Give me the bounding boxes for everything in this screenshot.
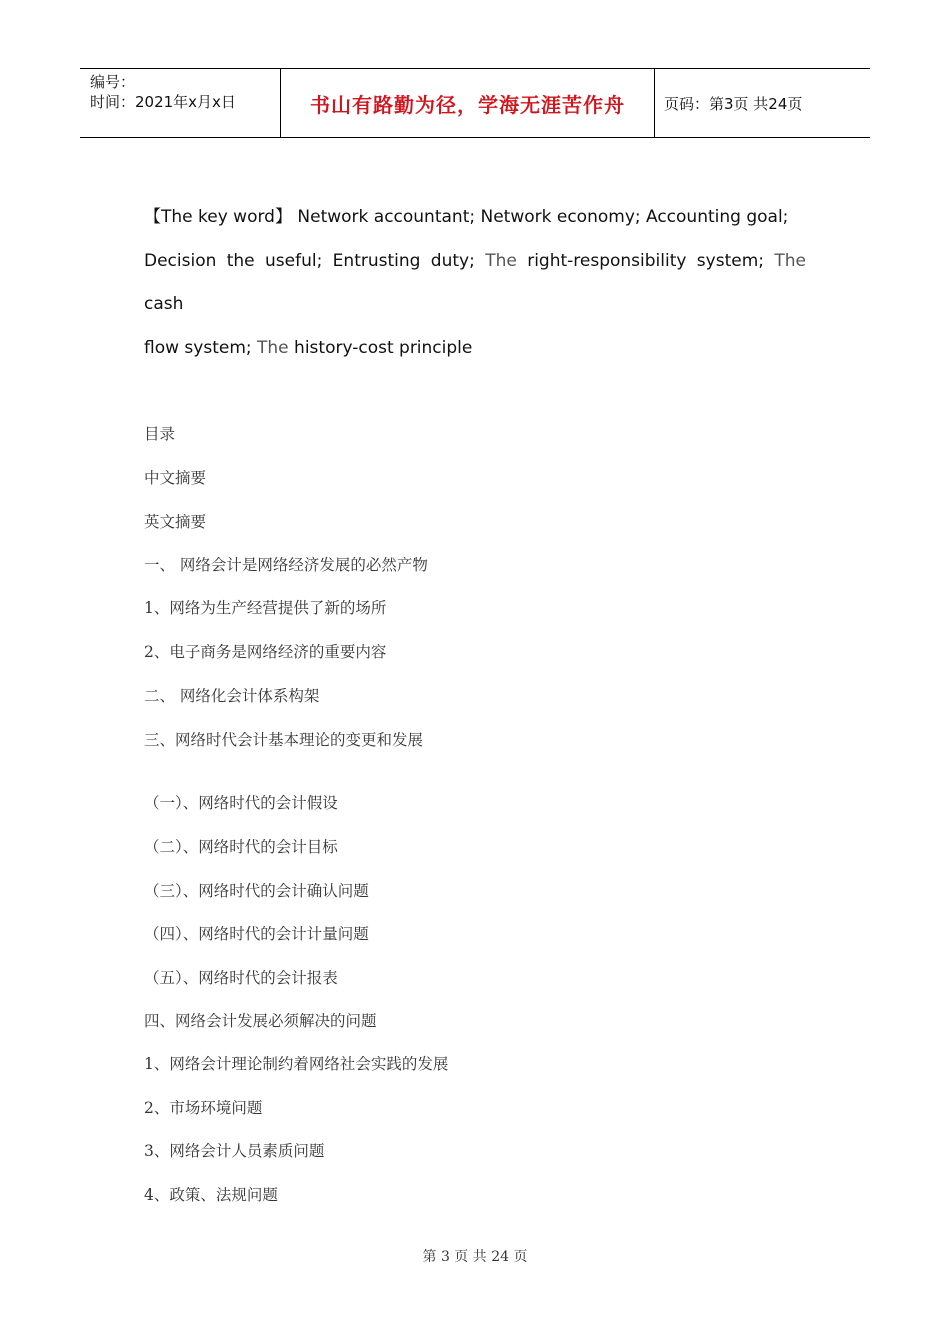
keywords-the: The (485, 250, 517, 271)
toc-item: 中文摘要 (144, 469, 207, 487)
toc-item: 一、 网络会计是网络经济发展的必然产物 (144, 556, 428, 574)
keywords-lead: 【The key word】 (144, 207, 292, 227)
keywords-line3-b: history-cost principle (288, 337, 473, 358)
toc-item: 四、网络会计发展必须解决的问题 (144, 1012, 377, 1030)
keywords-line-2 (144, 240, 806, 327)
toc-title: 目录 (144, 425, 176, 443)
keywords-line2-b: right-responsibility system; (516, 250, 775, 271)
header-motto-cell (281, 69, 655, 137)
doc-date-label: 时间：2021年x月x日 (90, 93, 236, 111)
keywords-line2-c: cash (144, 294, 184, 314)
toc-item: 2、电子商务是网络经济的重要内容 (144, 643, 387, 661)
keywords-line-1 (144, 196, 806, 240)
toc-item: （五）、网络时代的会计报表 (144, 969, 338, 987)
header-meta (80, 69, 281, 137)
keywords-the: The (774, 250, 806, 271)
page-footer: 第 3 页 共 24 页 (422, 1249, 528, 1265)
toc-item: 2、市场环境问题 (144, 1099, 263, 1117)
toc-item: 二、 网络化会计体系构架 (144, 687, 320, 705)
header-page-info: 页码：第3页 共24页 (664, 94, 803, 113)
toc-item: 1、网络会计理论制约着网络社会实践的发展 (144, 1055, 449, 1073)
toc-item: （一）、网络时代的会计假设 (144, 794, 338, 812)
header-motto: 书山有路勤为径，学海无涯苦作舟 (310, 92, 625, 117)
keywords-line1-text: Network accountant; Network economy; Accounting goal; (291, 207, 789, 227)
keywords-paragraph (144, 196, 806, 370)
doc-number-label: 编号： (90, 73, 136, 91)
page-header (80, 68, 870, 138)
toc-item: （二）、网络时代的会计目标 (144, 838, 338, 856)
keywords-line2-a: Decision the useful; Entrusting duty; (144, 250, 486, 271)
keywords-the: The (257, 337, 289, 358)
keywords-line3-a: flow system; (144, 337, 258, 358)
toc-item: 三、网络时代会计基本理论的变更和发展 (144, 731, 424, 749)
toc-item: 英文摘要 (144, 513, 207, 531)
toc-item: 4、政策、法规问题 (144, 1186, 278, 1204)
toc-item: 3、网络会计人员素质问题 (144, 1142, 325, 1160)
toc-item: （四）、网络时代的会计计量问题 (144, 925, 369, 943)
keywords-line-3 (144, 327, 806, 371)
toc-item: （三）、网络时代的会计确认问题 (144, 882, 369, 900)
toc-item: 1、网络为生产经营提供了新的场所 (144, 599, 387, 617)
